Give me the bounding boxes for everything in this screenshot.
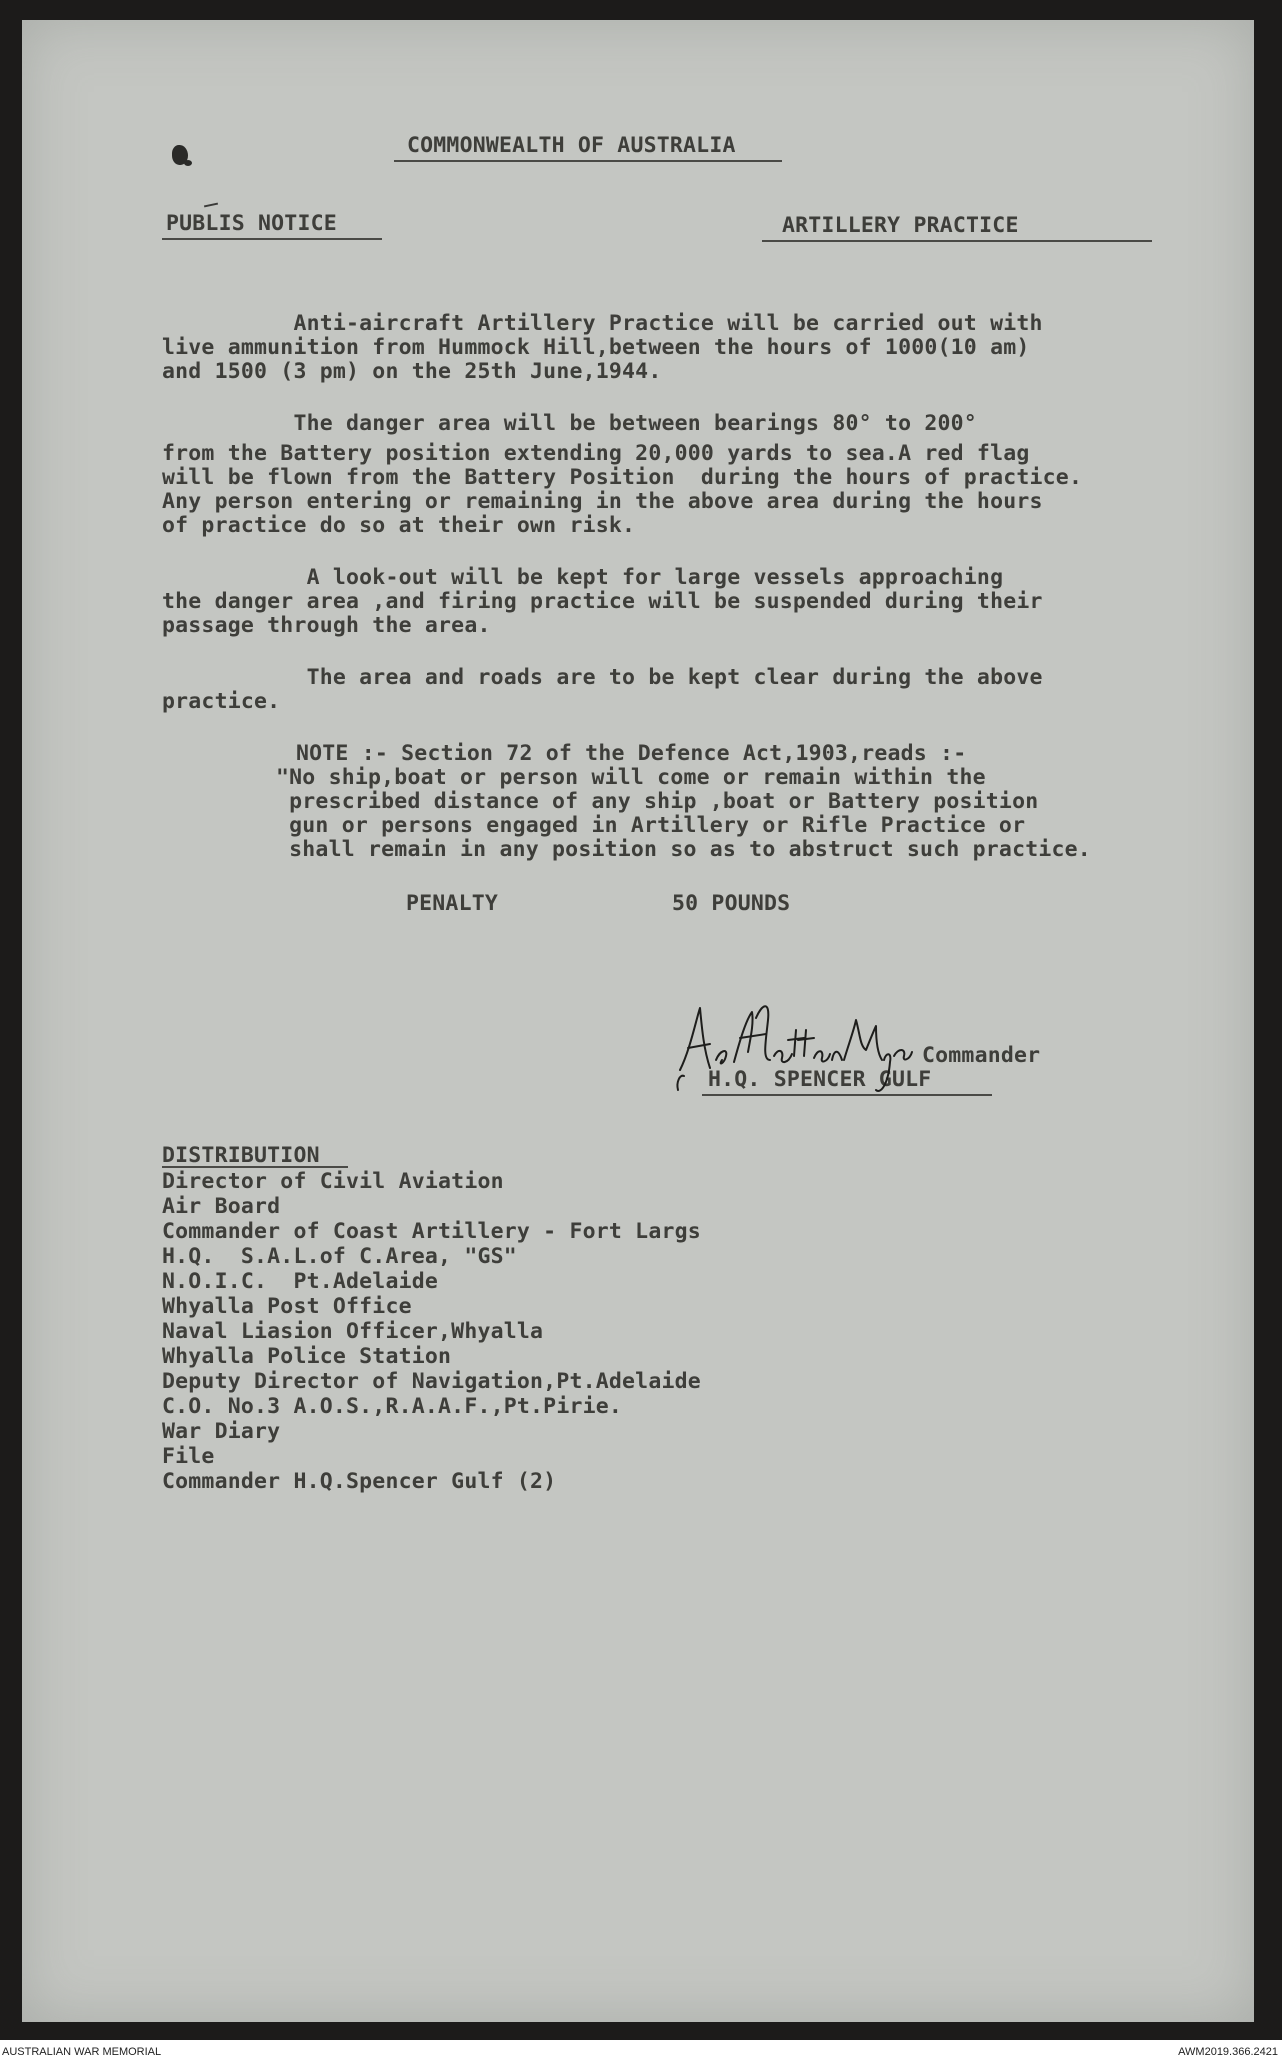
distribution-item: H.Q. S.A.L.of C.Area, "GS" — [162, 1244, 517, 1269]
footer-accession-number: AWM2019.366.2421 — [1178, 2046, 1278, 2058]
paragraph-3-line-1: A look-out will be kept for large vessels approaching — [162, 565, 1004, 590]
distribution-item: File — [162, 1444, 215, 1469]
paragraph-2-line-2: from the Battery position extending 20,000 yards to sea.A red flag — [162, 441, 1030, 466]
header-underline — [394, 160, 782, 162]
note-line-5: shall remain in any position so as to abstruct such practice. — [276, 837, 1091, 862]
handwritten-signature — [670, 990, 930, 1110]
note-line-3: prescribed distance of any ship ,boat or Battery position — [276, 789, 1039, 814]
distribution-item: Commander H.Q.Spencer Gulf (2) — [162, 1469, 557, 1494]
left-heading: PUBLIS NOTICE — [166, 211, 337, 236]
signature-title-hq: H.Q. SPENCER GULF — [708, 1067, 932, 1092]
paragraph-4-line-2: practice. — [162, 689, 281, 714]
paragraph-1-line-1: Anti-aircraft Artillery Practice will be carried out with — [162, 311, 1043, 336]
distribution-item: Naval Liasion Officer,Whyalla — [162, 1319, 544, 1344]
paragraph-3-line-3: passage through the area. — [162, 613, 491, 638]
distribution-item: Deputy Director of Navigation,Pt.Adelaide — [162, 1369, 701, 1394]
pencil-mark — [204, 203, 218, 208]
document-header: COMMONWEALTH OF AUSTRALIA — [407, 133, 736, 158]
paragraph-1-line-3: and 1500 (3 pm) on the 25th June,1944. — [162, 359, 662, 384]
penalty-label: PENALTY — [406, 891, 499, 916]
paragraph-3-line-2: the danger area ,and firing practice will be suspended during their — [162, 589, 1043, 614]
paragraph-2-line-1: The danger area will be between bearings 80° to 200° — [162, 411, 977, 436]
paragraph-2-line-5: of practice do so at their own risk. — [162, 513, 636, 538]
paper-sheet — [22, 20, 1254, 2022]
footer-institution: AUSTRALIAN WAR MEMORIAL — [2, 2046, 162, 2058]
note-line-1: NOTE :- Section 72 of the Defence Act,1903,reads :- — [296, 741, 967, 766]
distribution-item: Commander of Coast Artillery - Fort Largs — [162, 1219, 701, 1244]
paragraph-1-line-2: live ammunition from Hummock Hill,between the hours of 1000(10 am) — [162, 335, 1030, 360]
note-line-2: "No ship,boat or person will come or remain within the — [276, 765, 986, 790]
distribution-item: N.O.I.C. Pt.Adelaide — [162, 1269, 439, 1294]
distribution-item: Director of Civil Aviation — [162, 1169, 504, 1194]
distribution-item: C.O. No.3 A.O.S.,R.A.A.F.,Pt.Pirie. — [162, 1394, 623, 1419]
note-line-4: gun or persons engaged in Artillery or Rifle Practice or — [276, 813, 1026, 838]
right-heading-underline — [762, 240, 1152, 242]
distribution-heading: DISTRIBUTION — [162, 1143, 320, 1168]
distribution-item: Whyalla Post Office — [162, 1294, 412, 1319]
ink-spot — [184, 160, 192, 166]
paragraph-2-line-4: Any person entering or remaining in the above area during the hours — [162, 489, 1043, 514]
distribution-item: Whyalla Police Station — [162, 1344, 452, 1369]
paragraph-4-line-1: The area and roads are to be kept clear during the above — [162, 665, 1043, 690]
paragraph-2-line-3: will be flown from the Battery Position during the hours of practice. — [162, 465, 1083, 490]
distribution-item: Air Board — [162, 1194, 281, 1219]
penalty-value: 50 POUNDS — [672, 891, 791, 916]
distribution-heading-underline — [162, 1166, 348, 1168]
left-heading-underline — [162, 238, 382, 240]
right-heading: ARTILLERY PRACTICE — [782, 213, 1019, 238]
signature-title-commander: Commander — [922, 1043, 1041, 1068]
distribution-item: War Diary — [162, 1419, 281, 1444]
